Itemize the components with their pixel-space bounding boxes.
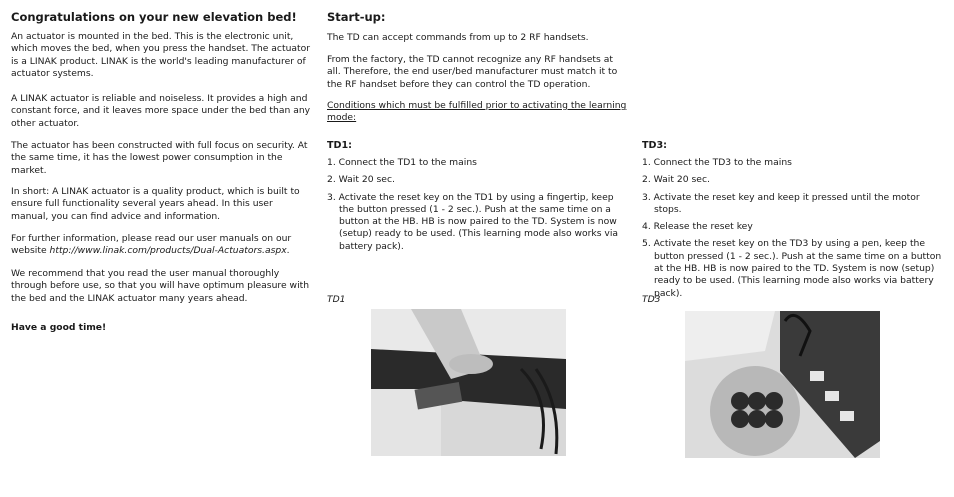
website-text: For further information, please read our user manuals on our website [11,233,292,257]
td3-heading: TD3: [642,140,668,151]
td3-photo [685,311,880,458]
td1-steps [327,157,627,258]
website-text-end: . [286,245,290,257]
intro-paragraph-1: An actuator is mounted in the bed. This is the electronic unit, which moves the bed, when you press the handset. The actuator is a LINAK product. LINAK is the world's leading manufacturer of actuator systems. [11,31,311,79]
td3-steps [642,157,942,305]
intro-paragraph-5 [11,233,311,258]
startup-paragraph-2: From the factory, the TD cannot recognize any RF handsets at all. Therefore, the end user/bed manufacturer must match it to the RF handset before they can control the TD operation. [327,54,618,90]
td3-photo-graphic [685,311,880,458]
startup-paragraph-1: The TD can accept commands from up to 2 RF handsets. [327,32,589,43]
td3-step: 5. Activate the reset key on the TD3 by using a pen, keep the button pressed (1 - 2 sec.). Push at the same time on a button at the HB. HB is now paired to the TD. System is now (setup) ready to be used. (This learning mode also works via battery pack). [642,238,942,299]
td3-step: 3. Activate the reset key and keep it pressed until the motor stops. [642,191,920,215]
intro-paragraph-6: We recommend that you read the user manual thoroughly through before use, so that you will have optimum pleasure with the bed and the LINAK actuator many years ahead. [11,268,310,304]
conditions-text: Conditions which must be fulfilled prior to activating the learning mode: [327,100,627,124]
intro-paragraph-4 [11,186,311,223]
td1-step: 3. Activate the reset key on the TD1 by using a fingertip, keep the button pressed (1 - 2 sec.). Push at the same time on a button at the HB. HB is now paired to the TD. System is now (setup) ready to be used. (This learning mode also works via battery pack). [327,191,619,252]
td3-step: 1. Connect the TD3 to the mains [642,157,792,168]
website-link[interactable]: http://www.linak.com/products/Dual-Actuators.aspx [49,245,287,257]
td3-caption: TD3 [642,294,661,305]
td3-step: 2. Wait 20 sec. [642,174,710,186]
intro-heading: Congratulations on your new elevation bed! [11,10,297,24]
closing-line: Have a good time! [11,322,107,333]
td1-caption: TD1 [327,294,346,305]
startup-heading: Start-up: [327,10,386,24]
td1-photo [371,309,566,456]
intro-paragraph-3: The actuator has been constructed with full focus on security. At the same time, it has the lowest power consumption in the market. [11,140,308,176]
td1-step: 2. Wait 20 sec. [327,174,395,186]
intro-paragraph-2: A LINAK actuator is reliable and noiseless. It provides a high and constant force, and it leaves more space under the bed than any other actuator. [11,93,311,129]
td1-heading: TD1: [327,140,353,151]
td3-step: 4. Release the reset key [642,221,753,233]
intro-paragraph-4-text: In short: A LINAK actuator is a quality product, which is built to ensure full functionality several years ahead. In this user manual, you can find advice and information. [11,186,300,222]
td1-step: 1. Connect the TD1 to the mains [327,157,477,168]
td1-photo-graphic [371,309,566,456]
